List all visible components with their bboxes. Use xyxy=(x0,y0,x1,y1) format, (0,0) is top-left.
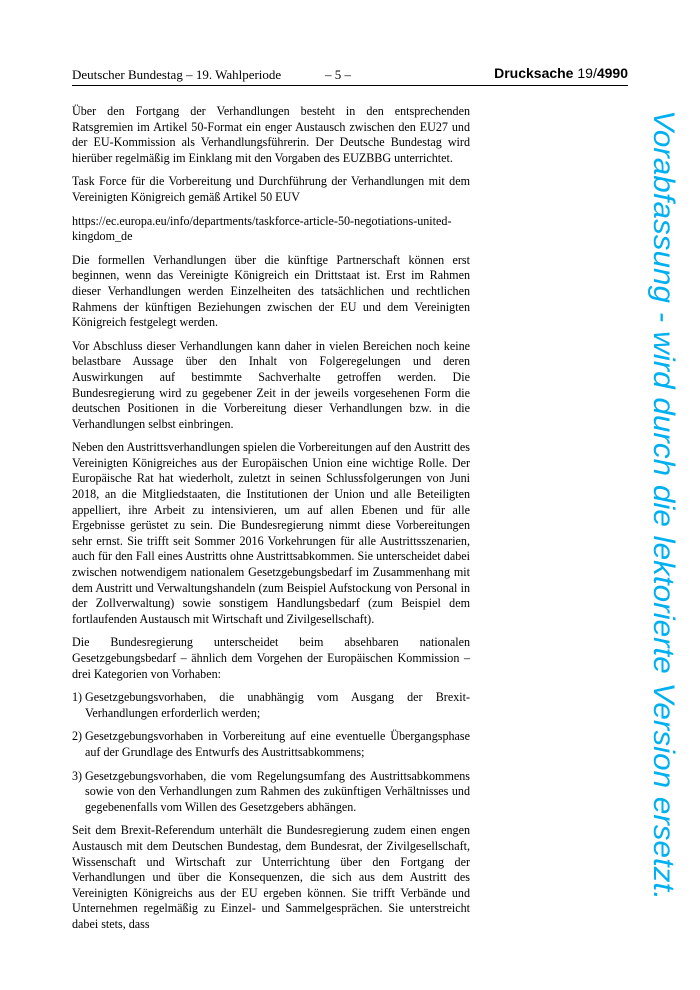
url-text: https://ec.europa.eu/info/departments/taskforce-article-50-negotiations-united-kingdom_de xyxy=(72,213,452,244)
list-item xyxy=(72,769,470,816)
page-number: – 5 – xyxy=(325,67,351,82)
list-number: 1) xyxy=(72,690,83,705)
list-number: 2) xyxy=(72,729,83,744)
header-parliament: Deutscher Bundestag – 19. Wahlperiode xyxy=(72,67,282,82)
paragraph: Die formellen Verhandlungen über die künftige Partnerschaft können erst beginnen, wenn das Vereinigte Königreich ein Drittstaat ist. Erst im Rahmen dieser Verhandlungen werden Einzelheiten des tatsächlichen und rechtlichen Rahmens der künftigen Beziehungen zwischen der EU und dem Vereinigten Königreich festgelegt werden. xyxy=(72,252,470,330)
draft-watermark xyxy=(640,110,690,910)
paragraph: Über den Fortgang der Verhandlungen besteht in den entsprechenden Ratsgremien im Artikel 50-Format ein enger Austausch zwischen den EU27 und der EU-Kommission als Verhandlungsführerin. Der Deutsche Bundestag wird hierüber regelmäßig im Einklang mit den Vorgaben des EUZBBG unterrichtet. xyxy=(72,104,470,165)
list-text: Gesetzgebungsvorhaben, die unabhängig vom Ausgang der Brexit-Verhandlungen erforderlich werden; xyxy=(85,690,470,720)
page-header xyxy=(72,67,628,86)
watermark-text: Vorabfassung - wird durch die lektorierte Version ersetzt. xyxy=(647,110,680,864)
paragraph: Neben den Austrittsverhandlungen spielen die Vorbereitungen auf den Austritt des Vereinigten Königreiches aus der Europäischen Union eine wichtige Rolle. Der Europäische Rat hat wiederholt, zuletzt in seinen Schlussfolgerungen von Juni 2018, an die Mitgliedstaaten, die Institutionen der Union und alle Beteiligten appelliert, ihre Arbeit zu intensivieren, um auf allen Ebenen und für alle Ergebnisse gerüstet zu sein. Die Bundesregierung nimmt diese Vorbereitungen sehr ernst. Sie trifft seit Sommer 2016 Vorkehrungen für alle Austrittsszenarien, auch für den Fall eines Austritts ohne Austrittsabkommen. Sie unterscheidet dabei zwischen notwendigem nationalem Gesetzgebungsbedarf im Zusammenhang mit dem Austritt und Verwaltungshandeln (zum Beispiel Aufstockung von Personal in der Zollverwaltung) sowie sonstigem Handlungsbedarf (zum Beispiel dem fortlaufenden Austausch mit Wirtschaft und Zivilgesellschaft). xyxy=(72,440,470,626)
watermark-svg xyxy=(640,110,690,910)
body-text xyxy=(72,104,470,941)
paragraph: Die Bundesregierung unterscheidet beim absehbaren nationalen Gesetzgebungsbedarf – ähnlich dem Vorgehen der Europäischen Kommission – drei Kategorien von Vorhaben: xyxy=(72,635,470,681)
list-text: Gesetzgebungsvorhaben in Vorbereitung auf eine eventuelle Übergangsphase auf der Grundlage des Entwurfs des Austrittsabkommens; xyxy=(85,729,470,759)
list-item xyxy=(72,729,470,760)
paragraph: Task Force für die Vorbereitung und Durchführung der Verhandlungen mit dem Vereinigten Königreich gemäß Artikel 50 EUV xyxy=(72,174,470,204)
document-label: Drucksache xyxy=(494,65,574,81)
paragraph: Vor Abschluss dieser Verhandlungen kann daher in vielen Bereichen noch keine belastbare Aussage über den Inhalt von Folgeregelungen und deren Auswirkungen auf bestimmte Sachverhalte getroffen werden. Die Bundesregierung wird zu gegebener Zeit in der jeweils vorgesehenen Form die deutschen Positionen in die Vorbereitung dieser Verhandlungen bzw. in die Verhandlungen selbst einbringen. xyxy=(72,338,470,431)
list-number: 3) xyxy=(72,768,83,783)
category-list xyxy=(72,690,470,815)
list-text: Gesetzgebungsvorhaben, die vom Regelungsumfang des Austrittsabkommens sowie von den Verhandlungen zum Rahmen des zukünftigen Verhältnisses und gegebenenfalls vom Willen des Gesetzgebers abhängen. xyxy=(85,768,470,814)
document-number xyxy=(494,65,628,81)
document-number-value: 4990 xyxy=(596,65,628,81)
paragraph: Seit dem Brexit-Referendum unterhält die Bundesregierung zudem einen engen Austausch mit dem Deutschen Bundestag, dem Bundesrat, der Zivilgesellschaft, Wissenschaft und Wirtschaft zur Unterrichtung über den Fortgang der Verhandlungen und über die Konsequenzen, die sich aus dem Austritt des Vereinigten Königreichs aus der EU ergeben können. Sie trifft Verbände und Unternehmen regelmäßig zu Einzel- und Sammelgesprächen. Sie unterstreicht dabei stets, dass xyxy=(72,823,470,931)
document-number-prefix: 19/ xyxy=(577,65,597,81)
list-item xyxy=(72,690,470,721)
